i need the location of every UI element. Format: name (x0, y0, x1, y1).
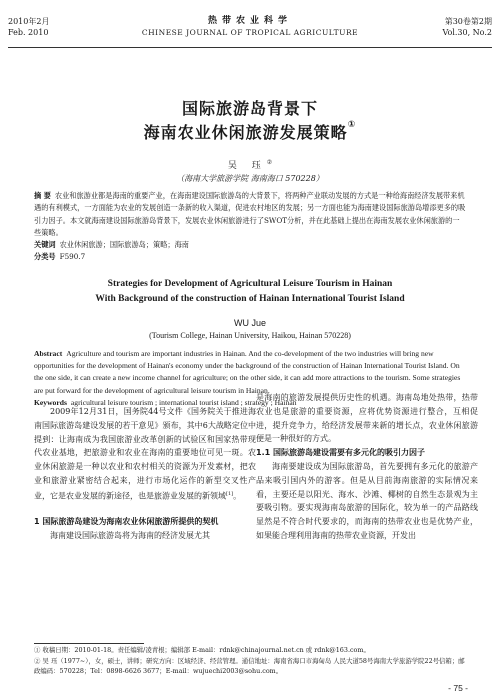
footnote-2: ② 吴 珏（1977~），女，硕士，讲师；研究方向：区域经济、经营管理。通信地址：海南省海口市海甸岛 人民大道58号海南大学旅游学院22号信箱；邮政编码：570228；Tel：0898-6626 3677；E-mail：wujuechi2003@sohu.com。 (34, 656, 465, 675)
title-line-2-text: 海南农业休闲旅游发展策略 (143, 123, 348, 142)
keywords-en-label: Keywords (34, 397, 67, 407)
keywords-cn (34, 239, 466, 251)
title-footnote-mark[interactable]: ① (347, 120, 357, 130)
header-date-cn: 2010年2月 (8, 17, 50, 26)
header-rule (8, 47, 492, 48)
body-left-p1-end: 。 (233, 491, 242, 501)
header-journal (8, 16, 492, 38)
title-line-2 (0, 120, 500, 143)
en-affiliation: (Tourism College, Hainan University, Haikou, Hainan 570228) (149, 331, 351, 340)
classification-code: F590.7 (59, 252, 86, 262)
header-date-en: Feb. 2010 (8, 28, 49, 37)
keywords-cn-label: 关键词 (34, 240, 56, 250)
en-author: WU Jue (233, 318, 266, 328)
keywords-en-text: agricultural leisure tourism ; international tourist island ; strategy ; Hainan (70, 397, 297, 407)
en-title-line-2: With Background of the construction of Hainan International Tourist Island (95, 294, 405, 304)
body-paragraph (34, 405, 256, 503)
abstract-cn-text: 农业和旅游业都是海南的重要产业，在海南建设国际旅游岛的大背景下，将两种产业联动发展的方式是一种给海南经济发展带来机遇的有利模式，一方面能为农业的发展创造一条新的收入渠道，促进农村地区的发展；另一方面也能为海南建设国际旅游岛增添更多的吸引力因子。本文就海南建设国际旅游岛背景下，发展农业休闲旅游进行了SWOT分析，并在此基础上提出在海南发展农业休闲旅游的一些策略。 (34, 191, 466, 237)
classification-label: 分类号 (34, 252, 56, 262)
body-column-right (256, 391, 478, 543)
citation-ref[interactable]: [1] (226, 490, 234, 497)
classification (34, 251, 466, 263)
header-volume-cn: 第30卷第2期 (444, 17, 492, 26)
abstract-en-text: Agriculture and tourism are important industries in Hainan. And the co-development of the two industries will bring new opportunities for the development of Hainan's economy under the background of the construction of Hainan International Tourist Island. On the one side, it can create a new income channel for agriculture; on the other side, it can add more attractions to the tourism. Some strategies are put forward for the development of agricultural leisure tourism in Hainan. (34, 349, 461, 395)
body-left-p1-text: 2009年12月31日，国务院44号文件《国务院关于推进海南国际旅游岛建设发展的若干意见》颁布，其中6大战略定位中提到：让海南成为我国旅游业改革创新的试验区和国家热带现代农业基地，把旅游业和农业在海南的重要地位可见一斑。农业休闲旅游是一种以农业和农村相关的资源为开发素材，把农业和旅游业紧密结合起来，进行市场化运作的新型交叉性产业，它是农业发展的新途径，也是旅游业发展的新领域 (34, 407, 256, 501)
body-paragraph: 是海南的旅游发展提供历史性的机遇。海南岛地处热带，热带农业也是旅游的重要资源，应将优势资源进行整合，互相促进，提升竞争力，给经济发展带来新的增长点，农业休闲旅游便是一种很好的方式。 (256, 393, 478, 444)
page-number: - 75 - (448, 683, 468, 693)
abstract-cn-label: 摘 要 (34, 191, 51, 200)
body-paragraph: 海南要建设成为国际旅游岛，首先要拥有多元化的旅游产品来吸引国内外的游客。但是从目前海南旅游的实际情况来看，主要还是以阳光、海水、沙滩、椰树的自然生态景观为主要吸引物。要实现海南岛旅游的国际化，较为单一的产品路线显然是不符合时代要求的，而海南的热带农业也是优势产业，如果能合理利用海南的热带农业资源，开发出 (256, 461, 478, 540)
keywords-cn-text: 农业休闲旅游；国际旅游岛；策略；海南 (59, 240, 189, 250)
author-name: 吴 珏 (227, 161, 267, 171)
running-header (8, 12, 492, 46)
section-heading-1-1: 1.1 国际旅游岛建设需要有多元化的吸引力因子 (256, 448, 425, 458)
footnotes (34, 645, 470, 677)
header-volume (442, 16, 492, 38)
title-line-1: 国际旅游岛背景下 (181, 99, 318, 118)
abstract-cn-paragraph (34, 190, 466, 239)
header-volume-en: Vol.30, No.2 (442, 28, 492, 37)
body-paragraph: 海南建设国际旅游岛将为海南的经济发展尤其 (50, 531, 210, 541)
footnote-rule (34, 643, 144, 644)
author-affiliation: （海南大学旅游学院 海南海口 570228） (176, 174, 324, 183)
author-footnote-mark[interactable]: ② (266, 159, 273, 166)
footnote-1: ① 收稿日期：2010-01-18。责任编辑/凌青根；编辑部 E-mail：rdnk@chinajournal.net.cn 或 rdnk@163.com。 (34, 646, 370, 654)
body-column-left (34, 405, 256, 543)
header-journal-cn: 热带农业科学 (207, 16, 292, 26)
abstract-en-paragraph (34, 348, 466, 397)
abstract-en-label: Abstract (34, 349, 63, 358)
header-journal-en: CHINESE JOURNAL OF TROPICAL AGRICULTURE (141, 28, 359, 37)
section-heading-1: 1 国际旅游岛建设为海南农业休闲旅游所提供的契机 (34, 517, 219, 527)
abstract-cn (34, 190, 466, 264)
en-title-line-1: Strategies for Development of Agricultural Leisure Tourism in Hainan (107, 279, 393, 289)
author-line (0, 158, 500, 171)
